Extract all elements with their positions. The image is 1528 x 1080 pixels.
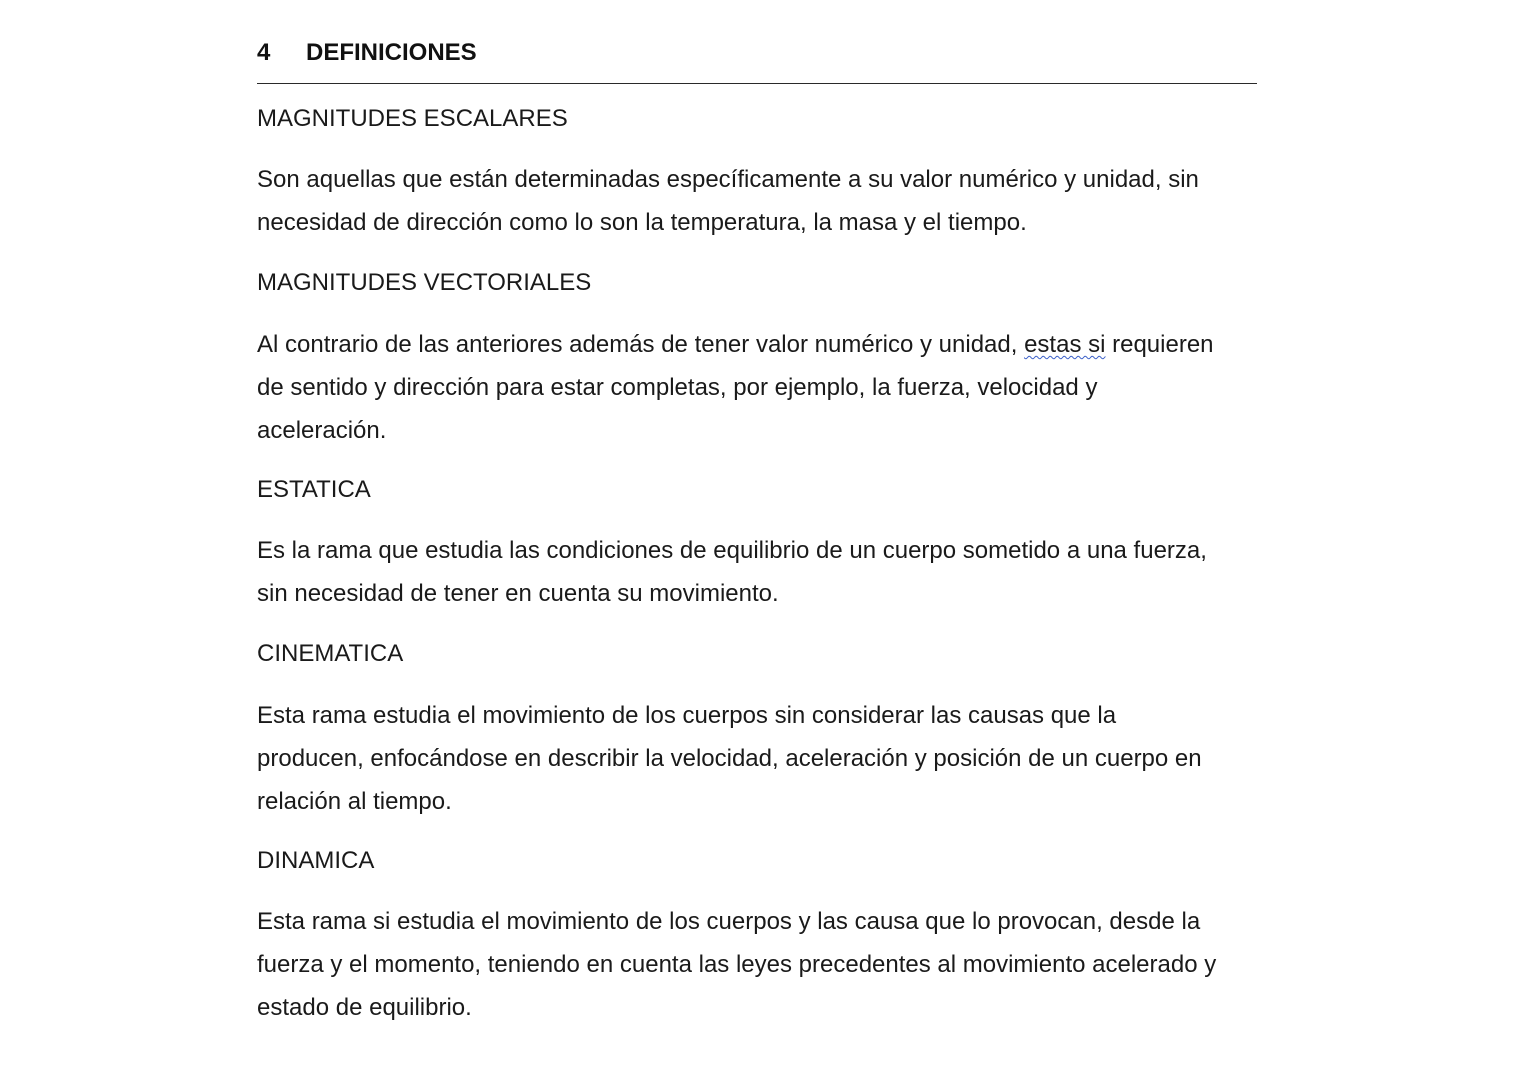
- section-title: DEFINICIONES: [306, 39, 477, 66]
- definition-line: necesidad de dirección como lo son la temperatura, la masa y el tiempo.: [257, 209, 1027, 236]
- definition-line: fuerza y el momento, teniendo en cuenta las leyes precedentes al movimiento acelerado y: [257, 951, 1217, 978]
- term-definition-magnitudes-escalares: [257, 158, 1257, 244]
- term-definition-cinematica: [257, 694, 1257, 823]
- definition-line: aceleración.: [257, 417, 387, 444]
- definition-line: [257, 323, 1257, 366]
- term-definition-dinamica: [257, 900, 1257, 1029]
- definition-line: relación al tiempo.: [257, 788, 452, 815]
- definition-text: Al contrario de las anteriores además de tener valor numérico y unidad,: [257, 331, 1025, 358]
- definition-line: Es la rama que estudia las condiciones de equilibrio de un cuerpo sometido a una fuerza,: [257, 537, 1207, 564]
- definition-line: producen, enfocándose en describir la velocidad, aceleración y posición de un cuerpo en: [257, 745, 1202, 772]
- definition-line: Esta rama estudia el movimiento de los cuerpos sin considerar las causas que la: [257, 702, 1117, 729]
- term-definition-magnitudes-vectoriales: [257, 323, 1257, 452]
- definition-line: sin necesidad de tener en cuenta su movimiento.: [257, 580, 779, 607]
- section-number: 4: [257, 39, 271, 66]
- term-title-dinamica: DINAMICA: [257, 847, 375, 874]
- definition-line: estado de equilibrio.: [257, 994, 472, 1021]
- definition-line: Son aquellas que están determinadas específicamente a su valor numérico y unidad, sin: [257, 166, 1199, 193]
- document-page: [257, 0, 1257, 1080]
- definition-line: de sentido y dirección para estar completas, por ejemplo, la fuerza, velocidad y: [257, 374, 1098, 401]
- section-heading: [257, 38, 1257, 84]
- term-title-estatica: ESTATICA: [257, 476, 371, 503]
- term-title-cinematica: CINEMATICA: [257, 640, 404, 667]
- term-definition-estatica: [257, 529, 1257, 615]
- definition-line: Esta rama si estudia el movimiento de los cuerpos y las causa que lo provocan, desde la: [257, 908, 1201, 935]
- term-title-magnitudes-escalares: MAGNITUDES ESCALARES: [257, 105, 568, 132]
- definition-text: requieren: [1105, 331, 1214, 358]
- term-title-magnitudes-vectoriales: MAGNITUDES VECTORIALES: [257, 269, 592, 296]
- spellcheck-flagged-text[interactable]: estas si: [1024, 331, 1106, 358]
